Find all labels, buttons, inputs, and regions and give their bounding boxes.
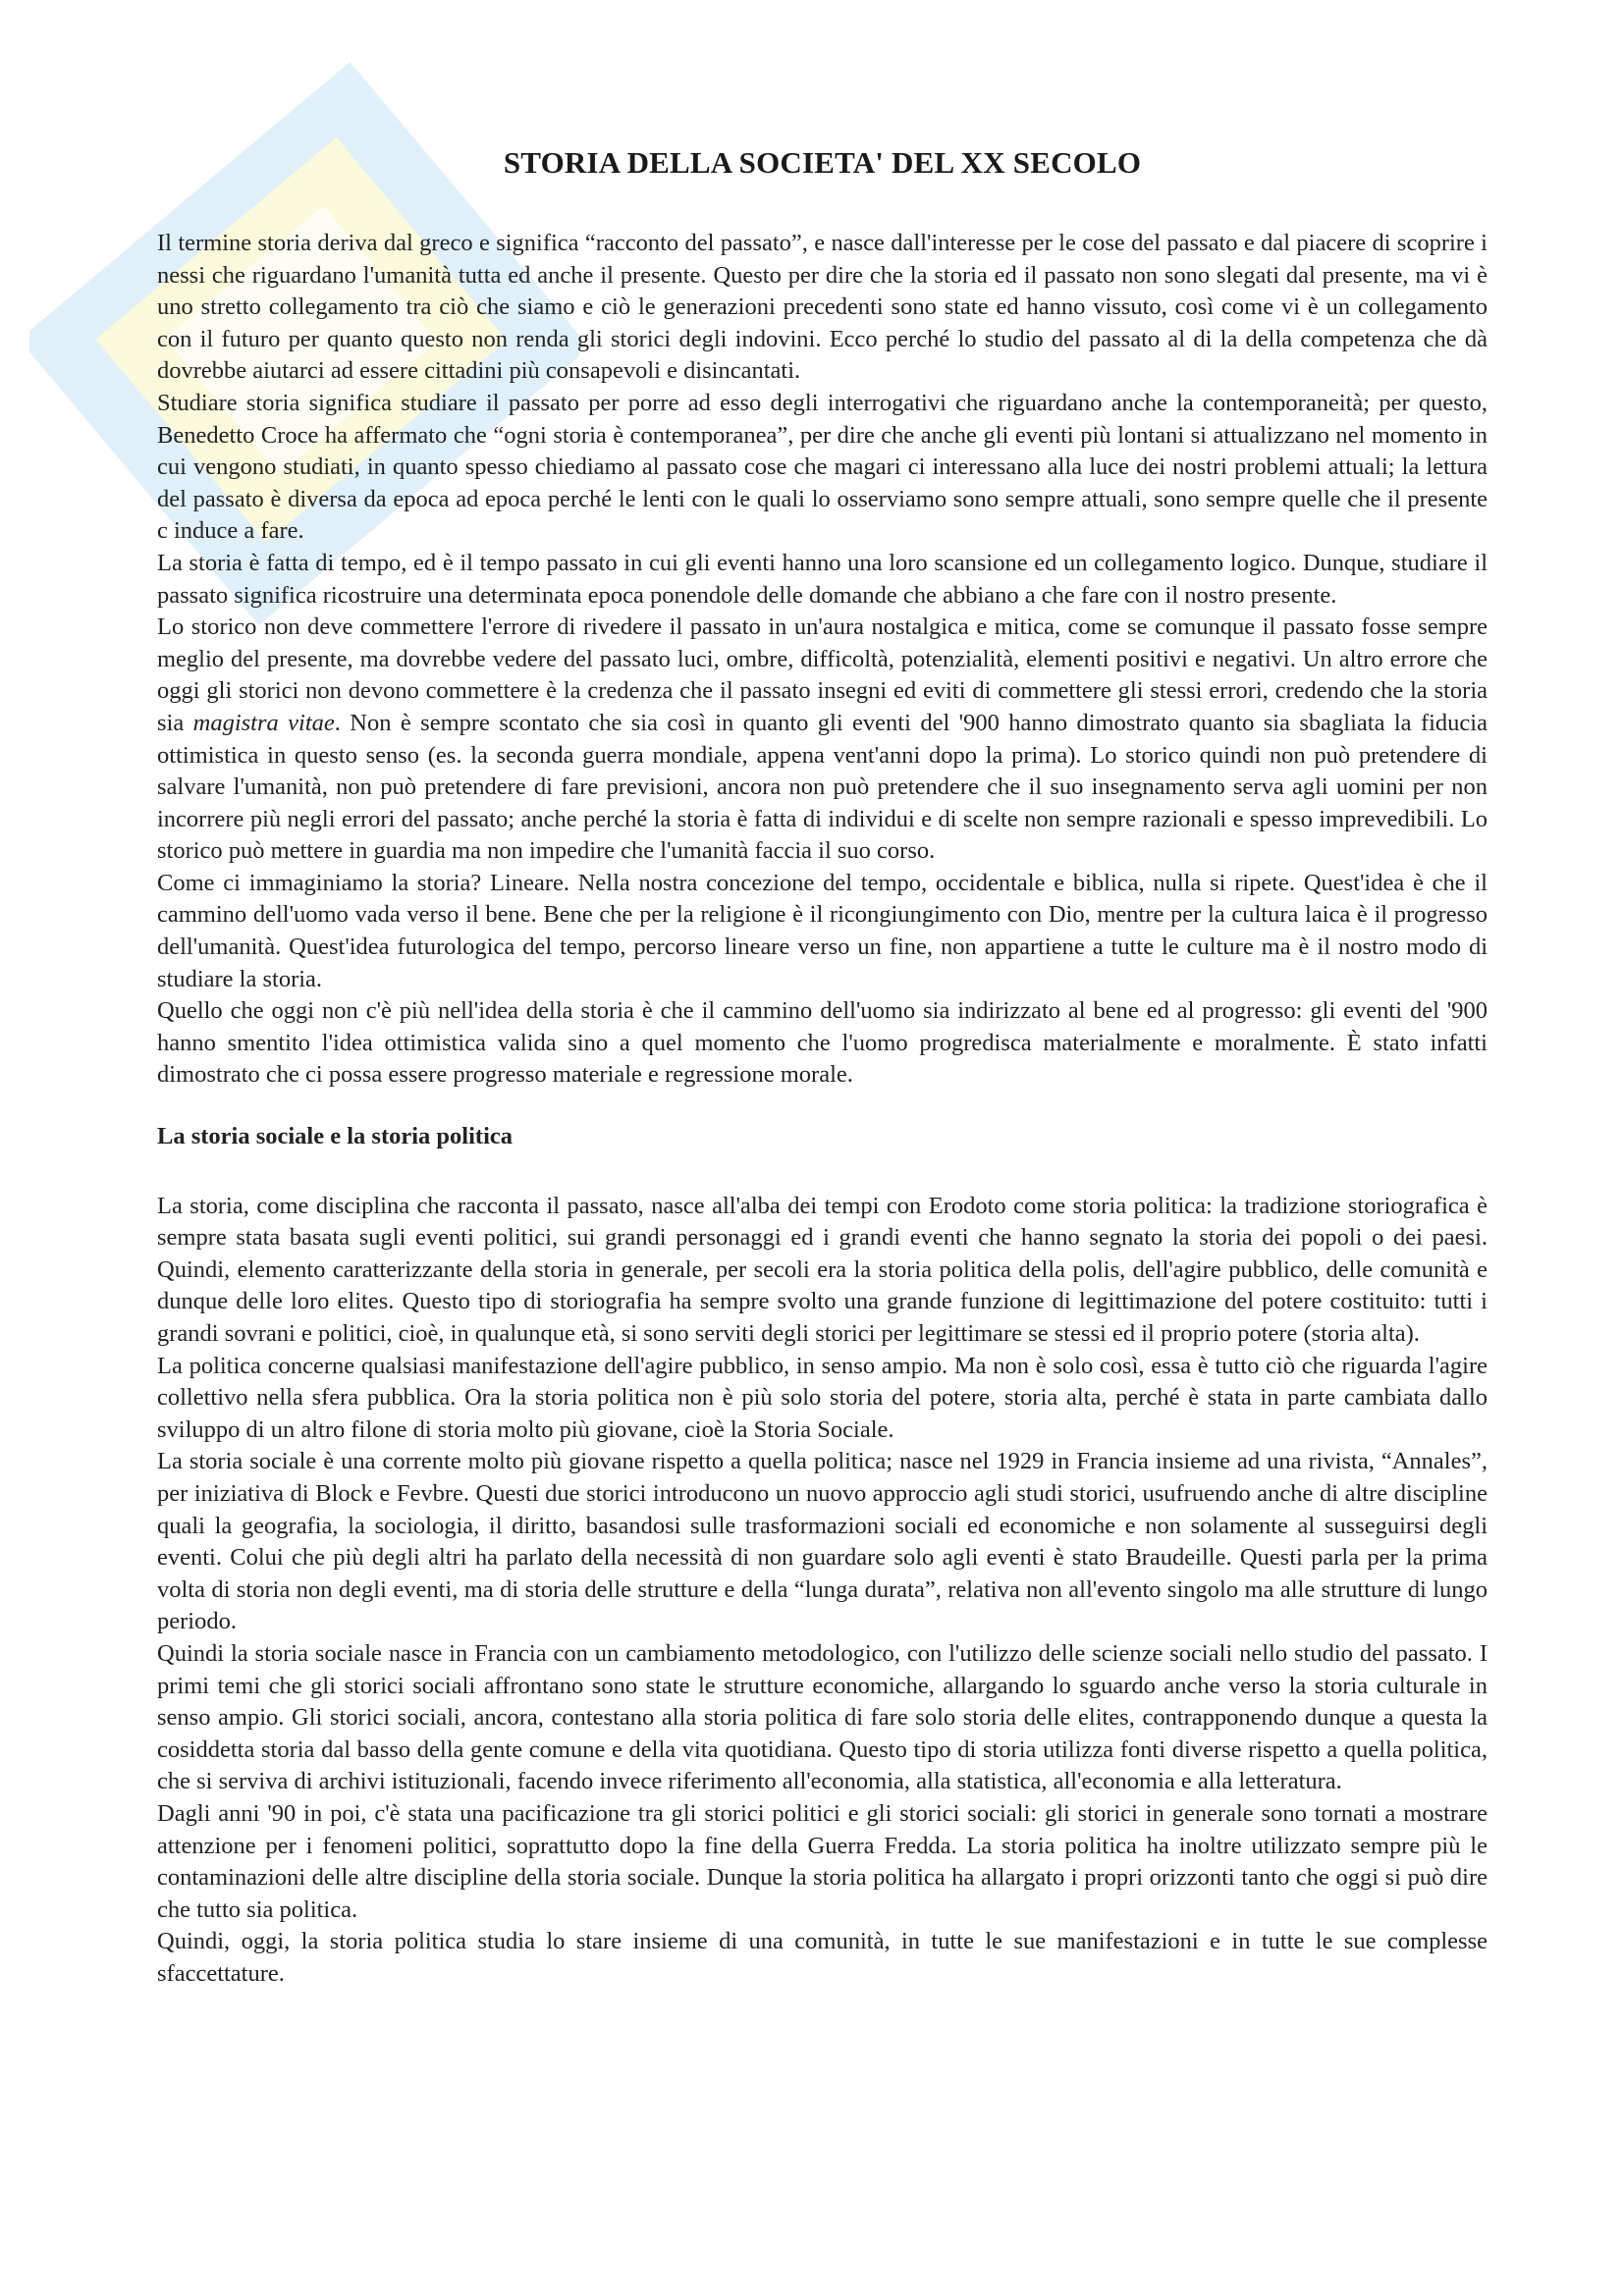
- paragraph: La politica concerne qualsiasi manifestazione dell'agire pubblico, in senso ampio. Ma non è solo così, essa è tutto ciò che riguarda l'agire collettivo nella sfera pubblica. Ora la storia politica non è più solo storia del potere, storia alta, perché è stata in parte cambiata dallo sviluppo di un altro filone di storia molto più giovane, cioè la Storia Sociale.: [157, 1352, 1488, 1443]
- paragraph: Il termine storia deriva dal greco e significa “racconto del passato”, e nasce dall'interesse per le cose del passato e dal piacere di scoprire i nessi che riguardano l'umanità tutta ed anche il presente. Questo per dire che la storia ed il passato non sono slegati dal presente, ma vi è uno stretto collegamento tra ciò che siamo e ciò le generazioni precedenti sono state ed hanno vissuto, così come vi è un collegamento con il futuro per quanto questo non renda gli storici degli indovini. Ecco perché lo studio del passato al di la della competenza che dà dovrebbe aiutarci ad essere cittadini più consapevoli e disincantati.: [157, 230, 1488, 385]
- paragraph-magistra-vitae: [157, 612, 1488, 868]
- paragraph: Dagli anni '90 in poi, c'è stata una pacificazione tra gli storici politici e gli storici sociali: gli storici in generale sono tornati a mostrare attenzione per i fenomeni politici, soprattutto dopo la fine della Guerra Fredda. La storia politica ha inoltre utilizzato sempre più le contaminazioni delle altre discipline della storia sociale. Dunque la storia politica ha allargato i propri orizzonti tanto che oggi si può dire che tutto sia politica.: [157, 1799, 1488, 1923]
- paragraph: La storia sociale è una corrente molto più giovane rispetto a quella politica; nasce nel 1929 in Francia insieme ad una rivista, “Annales”, per iniziativa di Block e Fevbre. Questi due storici introducono un nuovo approccio agli studi storici, usufruendo anche di altre discipline quali la geografia, la sociologia, il diritto, basandosi sulle trasformazioni sociali ed economiche e non solamente al susseguirsi degli eventi. Colui che più degli altri ha parlato della necessità di non guardare solo agli eventi è stato Braudeille. Questi parla per la prima volta di storia non degli eventi, ma di storia delle strutture e della “lunga durata”, relativa non all'evento singolo ma alle strutture di lungo periodo.: [157, 1448, 1488, 1635]
- italic-term: magistra vitae: [192, 709, 335, 736]
- paragraph: Come ci immaginiamo la storia? Lineare. Nella nostra concezione del tempo, occidentale e biblica, nulla si ripete. Quest'idea è che il cammino dell'uomo vada verso il bene. Bene che per la religione è il ricongiungimento con Dio, mentre per la cultura laica è il progresso dell'umanità. Quest'idea futurologica del tempo, percorso lineare verso un fine, non appartiene a tutte le culture ma è il nostro modo di studiare la storia.: [157, 869, 1488, 992]
- document-page: [157, 145, 1488, 1990]
- paragraph: Quindi, oggi, la storia politica studia lo stare insieme di una comunità, in tutte le sue manifestazioni e in tutte le sue complesse sfaccettature.: [157, 1928, 1488, 1987]
- paragraph: La storia è fatta di tempo, ed è il tempo passato in cui gli eventi hanno una loro scansione ed un collegamento logico. Dunque, studiare il passato significa ricostruire una determinata epoca ponendole delle domande che abbiano a che fare con il nostro presente.: [157, 549, 1488, 609]
- paragraph: Quindi la storia sociale nasce in Francia con un cambiamento metodologico, con l'utilizzo delle scienze sociali nello studio del passato. I primi temi che gli storici sociali affrontano sono state le strutture economiche, allargando lo sguardo anche verso la storia culturale in senso ampio. Gli storici sociali, ancora, contestano alla storia politica di fare solo storia delle elites, contrapponendo dunque a questa la cosiddetta storia dal basso della gente comune e della vita quotidiana. Questo tipo di storia utilizza fonti diverse rispetto a quella politica, che si serviva di archivi istituzionali, facendo invece riferimento all'economia, alla statistica, all'economia e alla letteratura.: [157, 1639, 1488, 1795]
- paragraph: La storia, come disciplina che racconta il passato, nasce all'alba dei tempi con Erodoto come storia politica: la tradizione storiografica è sempre stata basata sugli eventi politici, sui grandi personaggi ed i grandi eventi che hanno segnato la storia dei popoli o dei paesi. Quindi, elemento caratterizzante della storia in generale, per secoli era la storia politica della polis, dell'agire pubblico, delle comunità e dunque delle loro elites. Questo tipo di storiografia ha sempre svolto una grande funzione di legittimazione del potere costituito: tutti i grandi sovrani e politici, cioè, in qualunque età, si sono serviti degli storici per legittimare se stessi ed il proprio potere (storia alta).: [157, 1192, 1488, 1347]
- section-heading: La storia sociale e la storia politica: [157, 1123, 513, 1150]
- document-title: STORIA DELLA SOCIETA' DEL XX SECOLO: [503, 145, 1142, 180]
- intro-section: [157, 228, 1488, 1092]
- paragraph-text: Lo storico non deve commettere l'errore di rivedere il passato in un'aura nostalgica e mitica, come se comunque il passato fosse sempre meglio del presente, ma dovrebbe vedere del passato luci, ombre, difficoltà, potenzialità, elementi positivi e negativi. Un altro errore che oggi gli storici non devono commettere è la credenza che il passato insegni ed eviti di commettere gli stessi errori, credendo che la storia sia: [157, 614, 1488, 736]
- paragraph: Quello che oggi non c'è più nell'idea della storia è che il cammino dell'uomo sia indirizzato al bene ed al progresso: gli eventi del '900 hanno smentito l'idea ottimistica valida sino a quel momento che l'uomo progredisca materialmente e moralmente. È stato infatti dimostrato che ci possa essere progresso materiale e regressione morale.: [157, 997, 1488, 1089]
- paragraph-text: . Non è sempre scontato che sia così in quanto gli eventi del '900 hanno dimostrato quanto sia sbagliata la fiducia ottimistica in questo senso (es. la seconda guerra mondiale, appena vent'anni dopo la prima). Lo storico quindi non può pretendere di salvare l'umanità, non può pretendere di fare previsioni, ancora non può pretendere che il suo insegnamento serva agli uomini per non incorrere più negli errori del passato; anche perché la storia è fatta di individui e di scelte non sempre razionali e spesso imprevedibili. Lo storico può mettere in guardia ma non impedire che l'umanità faccia il suo corso.: [157, 709, 1488, 865]
- paragraph: Studiare storia significa studiare il passato per porre ad esso degli interrogativi che riguardano anche la contemporaneità; per questo, Benedetto Croce ha affermato che “ogni storia è contemporanea”, per dire che anche gli eventi più lontani si attualizzano nel momento in cui vengono studiati, in quanto spesso chiediamo al passato cose che magari ci interessano alla luce dei nostri problemi attuali; la lettura del passato è diversa da epoca ad epoca perché le lenti con le quali lo osserviamo sono sempre attuali, sono sempre quelle che il presente c induce a fare.: [157, 389, 1488, 545]
- social-political-section: [157, 1191, 1488, 1991]
